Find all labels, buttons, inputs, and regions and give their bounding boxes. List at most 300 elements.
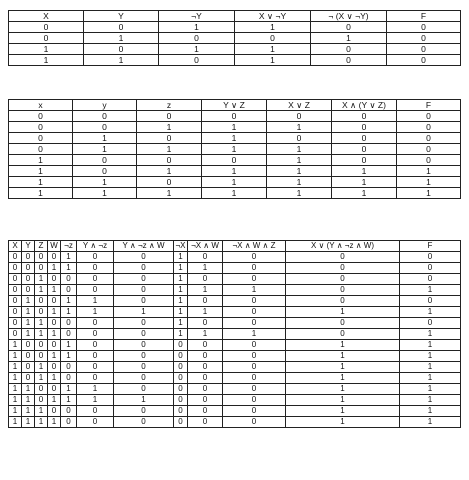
table-cell: 0	[77, 340, 114, 351]
truth-table-2-body	[9, 100, 461, 199]
table-cell: 0	[9, 263, 22, 274]
table-cell: 1	[400, 285, 461, 296]
table-cell: 1	[61, 340, 77, 351]
column-header: ¬X ∧ W ∧ Z	[223, 241, 286, 252]
table-cell: 0	[223, 395, 286, 406]
table-cell: 0	[61, 362, 77, 373]
table-row	[9, 111, 461, 122]
table-cell: 0	[332, 155, 397, 166]
table-cell: 0	[311, 44, 387, 55]
table-cell: 1	[9, 155, 73, 166]
table-cell: 0	[202, 155, 267, 166]
column-header: X	[9, 241, 22, 252]
table-cell: 0	[188, 274, 223, 285]
table-cell: 0	[397, 111, 461, 122]
table-cell: 0	[397, 122, 461, 133]
table-cell: 0	[61, 406, 77, 417]
table-cell: 1	[400, 362, 461, 373]
table-cell: 0	[267, 133, 332, 144]
table-cell: 0	[114, 318, 174, 329]
table-cell: 1	[9, 362, 22, 373]
table-cell: 0	[9, 133, 73, 144]
table-cell: 0	[35, 384, 48, 395]
column-header: W	[48, 241, 61, 252]
table-cell: 0	[77, 263, 114, 274]
column-header: F	[397, 100, 461, 111]
table-cell: 1	[48, 285, 61, 296]
column-header: X ∧ (Y ∨ Z)	[332, 100, 397, 111]
table-cell: 0	[387, 33, 461, 44]
table-cell: 0	[114, 406, 174, 417]
table-cell: 1	[400, 417, 461, 428]
table-cell: 1	[35, 329, 48, 340]
table-cell: 1	[286, 384, 400, 395]
header-row	[9, 241, 461, 252]
table-cell: 0	[286, 285, 400, 296]
table-cell: 0	[202, 111, 267, 122]
table-cell: 0	[9, 144, 73, 155]
table-row	[9, 177, 461, 188]
table-cell: 0	[9, 22, 84, 33]
table-row	[9, 373, 461, 384]
table-cell: 0	[400, 252, 461, 263]
table-cell: 0	[48, 296, 61, 307]
column-header: ¬X ∧ W	[188, 241, 223, 252]
table-cell: 1	[9, 44, 84, 55]
table-row	[9, 340, 461, 351]
table-cell: 1	[286, 395, 400, 406]
column-header: Y	[84, 11, 159, 22]
header-row	[9, 11, 461, 22]
table-cell: 1	[202, 122, 267, 133]
column-header: F	[400, 241, 461, 252]
table-cell: 0	[174, 384, 188, 395]
table-cell: 0	[48, 384, 61, 395]
table-cell: 1	[137, 166, 202, 177]
table-cell: 0	[188, 318, 223, 329]
table-cell: 0	[286, 329, 400, 340]
table-cell: 1	[188, 285, 223, 296]
table-cell: 1	[286, 417, 400, 428]
truth-table-1-body	[9, 11, 461, 66]
table-cell: 1	[48, 307, 61, 318]
table-cell: 0	[223, 362, 286, 373]
column-header: Y	[22, 241, 35, 252]
table-cell: 0	[188, 384, 223, 395]
table-cell: 0	[387, 55, 461, 66]
table-cell: 0	[400, 263, 461, 274]
column-header: F	[387, 11, 461, 22]
table-cell: 1	[286, 351, 400, 362]
table-cell: 1	[48, 417, 61, 428]
table-cell: 1	[137, 144, 202, 155]
table-cell: 0	[235, 33, 311, 44]
table-cell: 0	[286, 318, 400, 329]
table-cell: 0	[73, 166, 137, 177]
table-cell: 1	[9, 177, 73, 188]
table-cell: 0	[22, 351, 35, 362]
table-cell: 1	[35, 362, 48, 373]
table-cell: 0	[22, 340, 35, 351]
table-row	[9, 55, 461, 66]
table-cell: 1	[114, 307, 174, 318]
table-row	[9, 329, 461, 340]
table-row	[9, 188, 461, 199]
table-cell: 0	[114, 263, 174, 274]
table-cell: 1	[400, 329, 461, 340]
column-header: ¬ (X ∨ ¬Y)	[311, 11, 387, 22]
table-cell: 0	[48, 406, 61, 417]
table-cell: 0	[9, 307, 22, 318]
table-cell: 1	[48, 329, 61, 340]
table-cell: 0	[35, 252, 48, 263]
table-row	[9, 263, 461, 274]
table-cell: 1	[9, 406, 22, 417]
table-cell: 0	[61, 318, 77, 329]
table-cell: 1	[400, 351, 461, 362]
table-cell: 1	[35, 285, 48, 296]
table-cell: 1	[35, 373, 48, 384]
table-cell: 0	[137, 111, 202, 122]
header-row	[9, 100, 461, 111]
table-cell: 0	[77, 417, 114, 428]
table-cell: 0	[84, 44, 159, 55]
table-cell: 1	[35, 417, 48, 428]
table-cell: 1	[267, 155, 332, 166]
table-row	[9, 274, 461, 285]
table-row	[9, 384, 461, 395]
table-cell: 0	[188, 362, 223, 373]
table-cell: 1	[35, 406, 48, 417]
table-cell: 1	[61, 351, 77, 362]
table-cell: 1	[77, 307, 114, 318]
table-cell: 1	[9, 373, 22, 384]
table-cell: 1	[174, 285, 188, 296]
table-cell: 1	[400, 373, 461, 384]
table-cell: 0	[114, 252, 174, 263]
table-cell: 0	[61, 285, 77, 296]
table-cell: 0	[387, 22, 461, 33]
table-cell: 0	[114, 329, 174, 340]
table-cell: 1	[400, 307, 461, 318]
table-cell: 1	[9, 351, 22, 362]
table-cell: 1	[9, 166, 73, 177]
table-cell: 1	[22, 406, 35, 417]
table-cell: 1	[22, 395, 35, 406]
table-cell: 1	[137, 188, 202, 199]
table-cell: 1	[400, 395, 461, 406]
table-cell: 0	[332, 122, 397, 133]
table-cell: 0	[61, 417, 77, 428]
table-cell: 0	[223, 296, 286, 307]
table-cell: 0	[22, 362, 35, 373]
table-cell: 1	[202, 166, 267, 177]
table-cell: 1	[48, 395, 61, 406]
table-cell: 0	[22, 252, 35, 263]
table-row	[9, 285, 461, 296]
table-cell: 1	[77, 395, 114, 406]
table-cell: 0	[188, 340, 223, 351]
table-row	[9, 155, 461, 166]
table-cell: 1	[35, 318, 48, 329]
table-cell: 1	[48, 263, 61, 274]
column-header: X ∨ ¬Y	[235, 11, 311, 22]
table-cell: 1	[73, 133, 137, 144]
table-cell: 1	[267, 122, 332, 133]
table-cell: 1	[22, 329, 35, 340]
table-cell: 1	[286, 373, 400, 384]
table-cell: 1	[202, 144, 267, 155]
truth-table-1	[8, 10, 461, 66]
table-cell: 0	[387, 44, 461, 55]
column-header: ¬Y	[159, 11, 235, 22]
table-cell: 1	[235, 44, 311, 55]
table-cell: 0	[188, 252, 223, 263]
table-row	[9, 395, 461, 406]
table-cell: 1	[286, 406, 400, 417]
table-cell: 1	[286, 362, 400, 373]
table-row	[9, 296, 461, 307]
table-cell: 0	[223, 417, 286, 428]
table-cell: 0	[137, 133, 202, 144]
table-cell: 1	[332, 166, 397, 177]
table-cell: 1	[286, 340, 400, 351]
table-cell: 0	[35, 395, 48, 406]
table-cell: 1	[174, 263, 188, 274]
table-cell: 0	[174, 373, 188, 384]
table-cell: 0	[48, 362, 61, 373]
column-header: X ∨ (Y ∧ ¬z ∧ W)	[286, 241, 400, 252]
table-cell: 0	[174, 340, 188, 351]
table-cell: 1	[188, 263, 223, 274]
table-cell: 0	[223, 274, 286, 285]
table-cell: 1	[397, 177, 461, 188]
table-cell: 0	[223, 340, 286, 351]
table-cell: 1	[174, 318, 188, 329]
table-cell: 1	[84, 55, 159, 66]
table-cell: 0	[9, 285, 22, 296]
table-cell: 0	[77, 373, 114, 384]
table-cell: 0	[61, 329, 77, 340]
table-cell: 1	[73, 144, 137, 155]
table-cell: 0	[77, 252, 114, 263]
table-cell: 0	[286, 263, 400, 274]
column-header: X	[9, 11, 84, 22]
table-cell: 0	[22, 285, 35, 296]
column-header: x	[9, 100, 73, 111]
table-row	[9, 406, 461, 417]
table-cell: 1	[235, 22, 311, 33]
table-cell: 1	[159, 44, 235, 55]
table-cell: 0	[137, 177, 202, 188]
table-cell: 0	[114, 285, 174, 296]
table-cell: 0	[397, 144, 461, 155]
table-cell: 0	[9, 329, 22, 340]
table-cell: 1	[267, 144, 332, 155]
table-cell: 0	[223, 252, 286, 263]
table-cell: 0	[397, 155, 461, 166]
table-cell: 0	[48, 318, 61, 329]
table-cell: 0	[9, 111, 73, 122]
table-cell: 0	[400, 274, 461, 285]
table-cell: 0	[35, 351, 48, 362]
truth-table-3-body	[9, 241, 461, 428]
table-cell: 1	[22, 296, 35, 307]
table-cell: 0	[35, 307, 48, 318]
table-cell: 0	[114, 340, 174, 351]
table-cell: 1	[202, 133, 267, 144]
table-cell: 1	[174, 274, 188, 285]
table-cell: 0	[77, 362, 114, 373]
table-cell: 0	[84, 22, 159, 33]
table-cell: 1	[73, 177, 137, 188]
table-cell: 0	[9, 318, 22, 329]
table-cell: 1	[77, 296, 114, 307]
table-cell: 0	[332, 111, 397, 122]
table-cell: 1	[9, 384, 22, 395]
table-cell: 1	[397, 166, 461, 177]
table-cell: 0	[114, 296, 174, 307]
table-cell: 1	[235, 55, 311, 66]
table-cell: 1	[9, 417, 22, 428]
table-cell: 0	[22, 274, 35, 285]
column-header: Y ∧ ¬z ∧ W	[114, 241, 174, 252]
table-cell: 0	[9, 122, 73, 133]
table-row	[9, 351, 461, 362]
table-cell: 1	[48, 373, 61, 384]
table-cell: 0	[48, 252, 61, 263]
truth-table-3	[8, 240, 461, 428]
table-cell: 1	[35, 274, 48, 285]
table-cell: 0	[73, 122, 137, 133]
table-cell: 1	[84, 33, 159, 44]
table-cell: 0	[48, 274, 61, 285]
table-cell: 0	[188, 296, 223, 307]
table-cell: 1	[202, 177, 267, 188]
table-cell: 0	[114, 351, 174, 362]
table-cell: 0	[35, 340, 48, 351]
table-cell: 1	[400, 384, 461, 395]
table-cell: 1	[267, 188, 332, 199]
table-row	[9, 252, 461, 263]
table-cell: 0	[311, 22, 387, 33]
table-cell: 1	[61, 307, 77, 318]
table-row	[9, 22, 461, 33]
table-cell: 0	[223, 307, 286, 318]
table-cell: 0	[114, 417, 174, 428]
table-cell: 0	[223, 406, 286, 417]
table-cell: 1	[174, 252, 188, 263]
column-header: Z	[35, 241, 48, 252]
table-cell: 0	[73, 111, 137, 122]
table-cell: 0	[159, 33, 235, 44]
table-cell: 0	[35, 296, 48, 307]
table-cell: 1	[286, 307, 400, 318]
column-header: y	[73, 100, 137, 111]
table-cell: 1	[137, 122, 202, 133]
table-cell: 0	[174, 351, 188, 362]
table-cell: 1	[61, 252, 77, 263]
table-cell: 1	[9, 395, 22, 406]
table-cell: 0	[397, 133, 461, 144]
table-cell: 0	[311, 55, 387, 66]
table-cell: 1	[400, 406, 461, 417]
table-cell: 0	[332, 133, 397, 144]
table-cell: 1	[61, 263, 77, 274]
table-cell: 0	[9, 296, 22, 307]
table-cell: 1	[332, 177, 397, 188]
table-row	[9, 166, 461, 177]
table-cell: 0	[77, 318, 114, 329]
table-cell: 1	[48, 351, 61, 362]
table-cell: 0	[332, 144, 397, 155]
table-cell: 1	[22, 417, 35, 428]
table-cell: 0	[22, 373, 35, 384]
table-cell: 0	[77, 274, 114, 285]
table-cell: 1	[22, 307, 35, 318]
table-cell: 1	[188, 307, 223, 318]
table-row	[9, 362, 461, 373]
table-cell: 0	[286, 296, 400, 307]
table-cell: 1	[61, 395, 77, 406]
table-cell: 0	[286, 252, 400, 263]
table-cell: 0	[174, 362, 188, 373]
table-cell: 0	[9, 274, 22, 285]
table-row	[9, 44, 461, 55]
table-cell: 1	[22, 318, 35, 329]
table-cell: 0	[188, 395, 223, 406]
table-cell: 1	[22, 384, 35, 395]
column-header: X ∨ Z	[267, 100, 332, 111]
table-cell: 0	[400, 318, 461, 329]
table-cell: 1	[223, 285, 286, 296]
table-cell: 0	[223, 318, 286, 329]
column-header: ¬z	[61, 241, 77, 252]
table-cell: 0	[77, 406, 114, 417]
table-cell: 0	[137, 155, 202, 166]
table-cell: 0	[174, 406, 188, 417]
table-cell: 1	[9, 340, 22, 351]
table-cell: 0	[174, 395, 188, 406]
table-cell: 0	[114, 274, 174, 285]
table-cell: 1	[9, 55, 84, 66]
table-cell: 0	[267, 111, 332, 122]
table-cell: 0	[223, 263, 286, 274]
column-header: ¬X	[175, 241, 186, 250]
table-row	[9, 417, 461, 428]
table-cell: 0	[400, 296, 461, 307]
table-row	[9, 307, 461, 318]
table-cell: 1	[223, 329, 286, 340]
table-cell: 0	[114, 384, 174, 395]
column-header: z	[137, 100, 202, 111]
table-cell: 0	[223, 384, 286, 395]
table-cell: 0	[159, 55, 235, 66]
table-cell: 0	[9, 252, 22, 263]
table-cell: 1	[61, 296, 77, 307]
table-cell: 1	[174, 307, 188, 318]
table-cell: 0	[22, 263, 35, 274]
table-cell: 0	[188, 351, 223, 362]
table-cell: 0	[286, 274, 400, 285]
table-cell: 0	[77, 351, 114, 362]
table-cell: 1	[159, 22, 235, 33]
table-cell: 0	[114, 362, 174, 373]
table-row	[9, 318, 461, 329]
table-cell: 0	[9, 33, 84, 44]
table-cell: 1	[311, 33, 387, 44]
table-cell: 0	[174, 417, 188, 428]
